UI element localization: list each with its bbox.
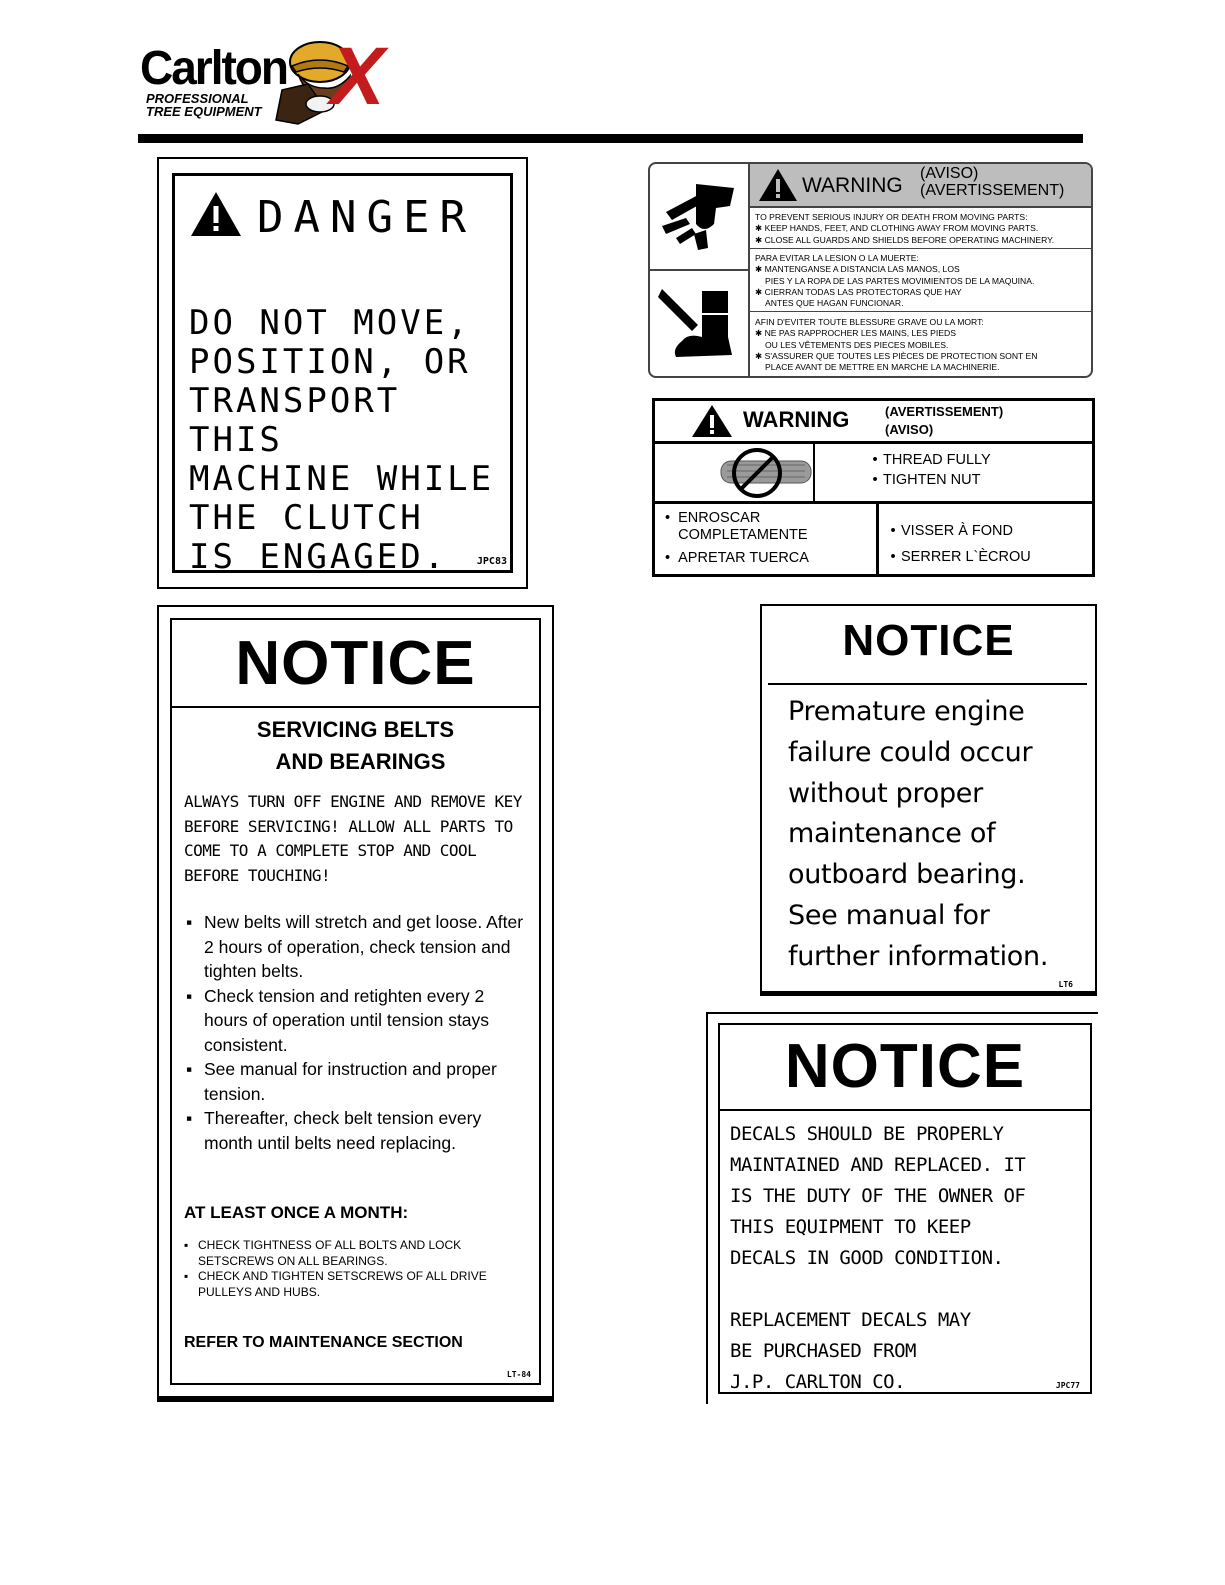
notice-line: DECALS SHOULD BE PROPERLY bbox=[730, 1123, 1004, 1145]
notice-header bbox=[720, 1025, 1090, 1111]
notice-monthly-header: AT LEAST ONCE A MONTH: bbox=[184, 1203, 409, 1222]
notice-line: further information. bbox=[788, 940, 1049, 972]
notice-header bbox=[172, 620, 539, 708]
notice-line: J.P. CARLTON CO. bbox=[730, 1371, 906, 1393]
warning-line: TO PREVENT SERIOUS INJURY OR DEATH FROM MOVING PARTS: bbox=[755, 212, 1028, 222]
danger-decal bbox=[157, 157, 528, 589]
header-rule bbox=[138, 134, 1083, 143]
warning-title: WARNING bbox=[802, 174, 903, 197]
notice-decal-engine bbox=[760, 604, 1097, 996]
notice-paragraph bbox=[730, 1119, 1080, 1274]
notice-line: BE PURCHASED FROM bbox=[730, 1340, 916, 1362]
notice-line: Premature engine bbox=[788, 696, 1025, 727]
warning-line: ANTES QUE HAGAN FUNCIONAR. bbox=[765, 298, 904, 309]
warning-line: ✱ KEEP HANDS, FEET, AND CLOTHING AWAY FROM MOVING PARTS. bbox=[755, 223, 1039, 234]
icon-cell bbox=[655, 444, 815, 501]
notice-subtitle: AND BEARINGS bbox=[275, 749, 446, 774]
list-item: ▪ CHECK TIGHTNESS OF ALL BOLTS AND LOCK SETSCREWS ON ALL BEARINGS. bbox=[184, 1238, 524, 1269]
warning-french-block bbox=[750, 313, 1091, 378]
warning-line: AFIN D'EVITER TOUTE BLESSURE GRAVE OU LA MORT: bbox=[755, 317, 984, 327]
notice-paragraph bbox=[730, 1305, 1080, 1398]
notice-line: See manual for bbox=[788, 899, 990, 931]
list-item: • TIGHTEN NUT bbox=[867, 470, 991, 490]
notice-line: outboard bearing. bbox=[788, 859, 1026, 891]
danger-line: MACHINE WHILE bbox=[189, 459, 495, 499]
danger-line: POSITION, OR bbox=[189, 342, 471, 382]
warning-triangle-icon bbox=[189, 190, 243, 238]
notice-subtitle: SERVICING BELTS bbox=[256, 717, 455, 742]
danger-title: DANGER bbox=[257, 192, 476, 243]
list-item: • VISSER À FOND bbox=[885, 518, 1031, 544]
hand-entanglement-icon bbox=[656, 178, 742, 256]
warning-line: PARA EVITAR LA LESION O LA MUERTE: bbox=[755, 253, 919, 263]
notice-line: THIS EQUIPMENT TO KEEP bbox=[730, 1216, 971, 1238]
warning-spanish-block bbox=[750, 250, 1091, 312]
carlton-logo bbox=[140, 31, 400, 130]
warning-triangle-icon bbox=[691, 404, 733, 438]
notice-decal-code: LT6 bbox=[1058, 980, 1073, 989]
warning-header bbox=[750, 164, 1091, 208]
warning-translation-row bbox=[655, 504, 1092, 574]
notice-line: IS THE DUTY OF THE OWNER OF bbox=[730, 1185, 1026, 1207]
logo-wordmark: Carlton bbox=[140, 39, 287, 95]
notice-line: maintenance of bbox=[788, 818, 996, 850]
warning-english-list bbox=[867, 450, 991, 490]
list-item: • SERRER L`ÈCROU bbox=[885, 544, 1031, 570]
danger-line: DO NOT MOVE, bbox=[189, 303, 471, 343]
notice-footer: REFER TO MAINTENANCE SECTION bbox=[184, 1334, 463, 1351]
warning-sub-french: (AVERTISSEMENT) bbox=[920, 182, 1065, 199]
notice-line: REPLACEMENT DECALS MAY bbox=[730, 1309, 971, 1331]
warning-line: OU LES VÊTEMENTS DES PIECES MOBILES. bbox=[765, 339, 949, 350]
warning-english-row bbox=[655, 444, 1092, 504]
warning-sub-spanish: (AVISO) bbox=[920, 165, 979, 182]
foot-crush-icon bbox=[658, 285, 740, 365]
notice-decal-maintenance bbox=[706, 1012, 1098, 1404]
warning-english-block bbox=[750, 209, 1091, 249]
list-item: ▪ New belts will stretch and get loose. After 2 hours of operation, check tension and tighten belts. bbox=[184, 910, 529, 984]
warning-line: ✱ CLOSE ALL GUARDS AND SHIELDS BEFORE OPERATING MACHINERY. bbox=[755, 234, 1055, 245]
icon-cell bbox=[650, 271, 748, 376]
danger-line: THE CLUTCH bbox=[189, 498, 424, 538]
warning-line: ✱ CIERRAN TODAS LAS PROTECTORAS QUE HAY bbox=[755, 286, 962, 297]
list-item: • THREAD FULLY bbox=[867, 450, 991, 470]
warning-decal-thread bbox=[652, 398, 1095, 577]
notice-line: failure could occur bbox=[788, 736, 1033, 768]
notice-title: NOTICE bbox=[784, 1032, 1026, 1101]
danger-line: TRANSPORT THIS bbox=[189, 381, 401, 460]
notice-decal-belts bbox=[157, 605, 554, 1402]
notice-title: NOTICE bbox=[235, 629, 476, 698]
warning-line: ✱ MANTENGANSE A DISTANCIA LAS MANOS, LOS bbox=[755, 264, 960, 275]
warning-header bbox=[655, 401, 1092, 444]
notice-line: without proper bbox=[788, 777, 983, 809]
warning-spanish-list bbox=[665, 510, 870, 567]
list-item: ▪ Check tension and retighten every 2 hours of operation until tension stays consistent. bbox=[184, 984, 529, 1058]
no-loose-bolt-icon bbox=[713, 447, 813, 499]
notice-monthly-list bbox=[184, 1238, 524, 1300]
notice-decal-code: LT-84 bbox=[506, 1370, 531, 1379]
notice-title: NOTICE bbox=[842, 616, 1015, 665]
warning-sub-french: (AVERTISSEMENT) bbox=[885, 404, 1004, 419]
notice-intro: ALWAYS TURN OFF ENGINE AND REMOVE KEY BEFORE SERVICING! ALLOW ALL PARTS TO COME TO A COMPLETE STOP AND COOL BEFORE TOUCHING! bbox=[184, 792, 522, 885]
warning-sub-spanish: (AVISO) bbox=[885, 422, 934, 437]
warning-translations bbox=[885, 403, 1003, 439]
warning-line: PLACE AVANT DE METTRE EN MARCHE LA MACHINERIE. bbox=[765, 362, 1000, 373]
warning-line: PIES Y LA ROPA DE LAS PARTES MOVIMIENTOS DE LA MAQUINA. bbox=[765, 275, 1035, 286]
list-item: ▪ See manual for instruction and proper tension. bbox=[184, 1057, 529, 1106]
list-item: • ENROSCAR COMPLETAMENTE bbox=[665, 510, 808, 543]
warning-french-list bbox=[885, 518, 1031, 570]
list-item: ▪ CHECK AND TIGHTEN SETSCREWS OF ALL DRIVE PULLEYS AND HUBS. bbox=[184, 1269, 524, 1300]
warning-line: ✱ S'ASSURER QUE TOUTES LES PIÈCES DE PROTECTION SONT EN bbox=[755, 350, 1038, 361]
list-item: ▪ Thereafter, check belt tension every month until belts need replacing. bbox=[184, 1106, 529, 1155]
danger-decal-code: JPC83 bbox=[476, 556, 507, 567]
notice-decal-code: JPC77 bbox=[1055, 1381, 1080, 1390]
warning-title: WARNING bbox=[743, 407, 850, 432]
logo-line-professional: PROFESSIONAL bbox=[146, 91, 249, 106]
logo-x-mark: X bbox=[330, 31, 385, 122]
warning-line: ✱ NE PAS RAPPROCHER LES MAINS, LES PIEDS bbox=[755, 328, 956, 339]
danger-message bbox=[189, 304, 509, 577]
warning-translations bbox=[920, 165, 1064, 199]
icon-cell bbox=[650, 164, 748, 271]
warning-triangle-icon bbox=[758, 168, 798, 202]
danger-line: IS ENGAGED. bbox=[189, 537, 448, 577]
logo-line-tree-equipment: TREE EQUIPMENT bbox=[146, 104, 262, 119]
notice-message bbox=[788, 692, 1088, 978]
notice-line: DECALS IN GOOD CONDITION. bbox=[730, 1247, 1004, 1269]
notice-line: MAINTAINED AND REPLACED. IT bbox=[730, 1154, 1026, 1176]
list-item: • APRETAR TUERCA bbox=[665, 550, 809, 566]
warning-decal-moving-parts bbox=[648, 162, 1093, 378]
notice-belt-list bbox=[184, 910, 529, 1155]
